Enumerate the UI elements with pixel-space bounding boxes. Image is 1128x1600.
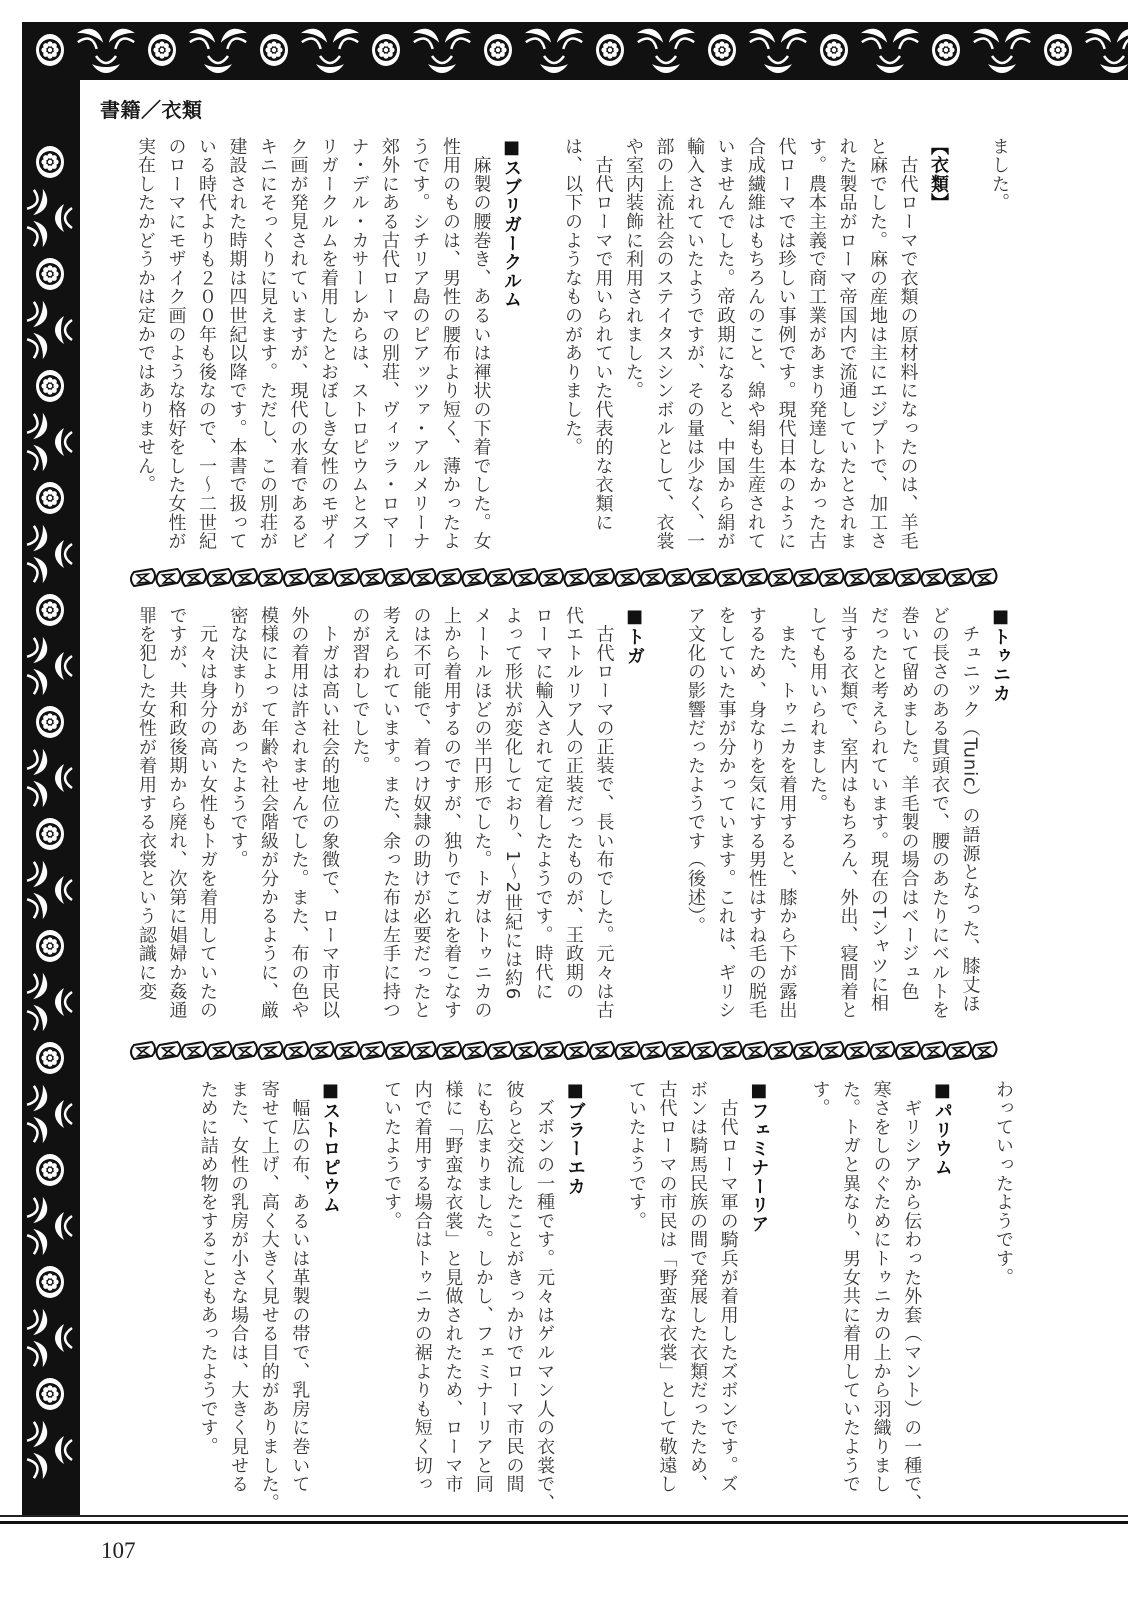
rosette-center	[272, 48, 276, 52]
rosette-center	[944, 48, 948, 52]
rosette-center	[608, 48, 612, 52]
text-column: リガークルムを着用したとおぼしき女性のモザイ	[318, 137, 339, 551]
text-column: た。トガと異なり、男女共に着用していたようで	[840, 1080, 862, 1494]
rosette-petal	[52, 939, 57, 944]
rosette-petal	[612, 43, 617, 48]
text-column: ボンは騎馬民族の間で発展した衣類だったため、	[687, 1080, 709, 1494]
rosette-petal	[52, 1387, 57, 1392]
text-column: ローマに輸入されて定着したようです。時代に	[532, 606, 554, 1001]
text-column: 古代ローマの市民は「野蛮な衣裳」として敬遠し	[656, 1080, 678, 1494]
rosette-center	[48, 608, 52, 612]
text-column: ク画が発見されていますが、現代の水着であるビ	[287, 137, 309, 551]
running-title: 書籍／衣類	[100, 98, 203, 122]
section-tunica-toga	[131, 606, 1016, 1020]
text-column: どの長さのある貫頭衣で、腰のあたりにベルトを	[929, 606, 950, 1020]
text-column: 古代ローマで用いられていた代表的な衣類に	[592, 137, 614, 532]
text-column: また、トゥニカを着用すると、膝から下が露出	[776, 606, 798, 1020]
text-column: また、女性の乳房が小さな場合は、大きく見せる	[228, 1080, 250, 1494]
rosette-center	[720, 48, 724, 52]
text-column: 巻いて留めました。羊毛製の場合はベージュ色	[898, 606, 920, 1001]
text-column: 古代ローマ軍の騎兵が着用したズボンです。ズ	[717, 1080, 739, 1494]
text-column: 建設された時期は四世紀以降です。本書で扱って	[226, 137, 248, 551]
rosette-petal	[52, 827, 57, 832]
text-column: 寄せて上げ、高く大きく見せる目的がありました。	[258, 1080, 280, 1513]
rosette-petal	[52, 1163, 57, 1168]
blank-column	[957, 1080, 988, 1512]
rosette-center	[48, 1280, 52, 1284]
border-inner-edge-left	[78, 78, 80, 1516]
text-column: 郊外にある古代ローマの別荘、ヴィッラ・ロマー	[379, 137, 400, 551]
text-column: のが習わしでした。	[349, 606, 371, 776]
text-column: いませんでした。帝政期になると、中国から絹が	[714, 137, 736, 551]
section-pallium-strophium	[192, 1080, 1018, 1512]
rosette-petal	[52, 491, 57, 496]
text-column: ていたようです。	[625, 1080, 647, 1231]
blank-column	[526, 137, 557, 551]
text-column: 内で着用する場合はトゥニカの裾よりも短く切っ	[411, 1080, 433, 1494]
text-column: は、以下のようなものがありました。	[562, 137, 583, 457]
text-column: だったと考えられています。現在のTシャツに相	[868, 606, 889, 1013]
text-column: ア文化の影響だったようです（後述）。	[685, 606, 706, 936]
section-heading: 【衣類】	[928, 137, 949, 213]
blank-column	[649, 606, 680, 1020]
rosette-center	[48, 1392, 52, 1396]
footer-rule-thick	[0, 1521, 1128, 1524]
text-column: 代エトルリア人の正装だったものが、王政期の	[563, 606, 584, 1001]
text-column: 幅広の布、あるいは革製の帯で、乳房に巻いて	[289, 1080, 311, 1494]
rosette-center	[48, 720, 52, 724]
text-column: 罪を犯した女性が着用する衣裳という認識に変	[136, 606, 157, 1001]
text-column: 性用のものは、男性の腰布より短く、薄かったよ	[440, 137, 461, 551]
section-heading: ■ストロピウム	[319, 1080, 341, 1215]
text-column: 模様によって年齢や社会階級が分かるように、厳	[258, 606, 279, 1020]
text-column: 寒さをしのぐためにトゥニカの上から羽織りまし	[870, 1080, 892, 1494]
text-column: うです。シチリア島のピアッツァ・アルメリーナ	[409, 137, 431, 551]
section-clothing-intro	[130, 137, 1015, 551]
rosette-petal	[52, 1051, 57, 1056]
text-column: 合成繊維はもちろんのこと、綿や絹も生産されて	[745, 137, 766, 551]
text-column: メートルほどの半円形でした。トガはトゥニカの	[471, 606, 493, 1020]
text-column: す。農本主義で商工業があまり発達しなかった古	[806, 137, 827, 551]
blank-column	[773, 1080, 804, 1512]
text-column: 部の上流社会のステイタスシンボルとして、衣裳	[653, 137, 675, 551]
text-column: 代ローマでは珍しい事例です。現代日本のように	[775, 137, 797, 551]
text-column: のローマにモザイク画のような格好をした女性が	[165, 137, 187, 551]
rosette-center	[496, 48, 500, 52]
text-column: いる時代よりも２００年も後なので、一～二世紀	[196, 137, 217, 551]
text-column: 密な決まりがあったようです。	[227, 606, 249, 870]
text-column: ために詰め物をすることもあったようです。	[197, 1080, 219, 1456]
blank-column	[590, 1080, 621, 1512]
text-column: 古代ローマで衣類の原材料になったのは、羊毛	[897, 137, 919, 551]
section-heading: ■フェミナーリア	[748, 1080, 770, 1234]
text-column: しても用いられました。	[807, 606, 828, 813]
blank-column	[345, 1080, 376, 1512]
blank-column	[953, 137, 984, 551]
text-column: 上から着用するのですが、独りでこれを着こなす	[441, 606, 462, 1020]
text-column: よって形状が変化しており、1～2世紀には約6	[502, 606, 523, 1000]
rosette-petal	[164, 43, 169, 48]
text-column: ました。	[989, 137, 1010, 213]
footer-rule-thin	[0, 1515, 1128, 1517]
rosette-petal	[1060, 43, 1065, 48]
rosette-center	[1056, 48, 1060, 52]
rosette-center	[384, 48, 388, 52]
section-heading: ■スブリガークルム	[501, 137, 522, 310]
rosette-petal	[836, 43, 841, 48]
text-column: トガは高い社会的地位の象徴で、ローマ市民以	[319, 606, 340, 1020]
text-column: するため、身なりを気にする男性はすね毛の脱毛	[746, 606, 767, 1020]
text-column: 古代ローマの正装で、長い布でした。元々は古	[593, 606, 615, 1020]
text-column: ていたようです。	[381, 1080, 403, 1231]
rosette-petal	[388, 43, 393, 48]
text-column: ギリシアから伝わった外套（マント）の一種で、	[901, 1080, 923, 1513]
text-column: のは不可能で、着つけ奴隷の助けが必要だったと	[410, 606, 432, 1020]
text-column: れた製品がローマ帝国内で流通していたとされま	[836, 137, 858, 551]
text-column: 麻製の腰巻き、あるいは褌状の下着でした。女	[470, 137, 492, 551]
section-heading: ■パリウム	[931, 1080, 953, 1177]
section-heading: ■トガ	[624, 606, 645, 666]
rosette-center	[48, 496, 52, 500]
rosette-petal	[52, 43, 57, 48]
rosette-center	[48, 944, 52, 948]
rosette-petal	[276, 43, 281, 48]
text-column: キニにそっくりに見えます。ただし、この別荘が	[257, 137, 278, 551]
text-column: 当する衣類で、室内はもちろん、外出、寝間着と	[837, 606, 859, 1020]
rosette-center	[48, 272, 52, 276]
text-column: 考えられています。また、余った布は左手に持つ	[380, 606, 401, 1020]
text-column: す。	[809, 1080, 831, 1118]
rosette-petal	[724, 43, 729, 48]
text-column: 輸入されていたようですが、その量は少なく、一	[684, 137, 705, 551]
text-column: 彼らと交流したことがきっかけでローマ市民の間	[503, 1080, 525, 1494]
text-column: ズボンの一種です。元々はゲルマン人の衣裳で、	[534, 1080, 556, 1513]
text-column: や室内装飾に利用されました。	[623, 137, 644, 401]
page-number: 107	[101, 1538, 136, 1563]
rosette-petal	[52, 715, 57, 720]
text-column: と麻でした。麻の産地は主にエジプトで、加工さ	[867, 137, 888, 551]
text-column: をしていた事が分かっています。これは、ギリシ	[715, 606, 737, 1020]
rosette-center	[48, 832, 52, 836]
text-column: 外の着用は許されませんでした。また、布の色や	[288, 606, 310, 1020]
rosette-petal	[500, 43, 505, 48]
section-heading: ■ブラーエカ	[564, 1080, 586, 1196]
text-column: にも広まりました。しかし、フェミナーリアと同	[472, 1080, 494, 1494]
section-heading: ■トゥニカ	[990, 606, 1011, 703]
text-column: チュニック（Tunic）の語源となった、膝丈ほ	[959, 606, 981, 1014]
rosette-petal	[52, 267, 57, 272]
text-column: わっていったようです。	[993, 1080, 1014, 1287]
rosette-center	[48, 48, 52, 52]
rosette-petal	[52, 155, 57, 160]
text-column: 様に「野蛮な衣裳」と見做されたため、ローマ市	[442, 1080, 464, 1494]
rosette-petal	[52, 603, 57, 608]
text-column: ナ・デル・カサーレからは、ストロピウムとスブ	[348, 137, 370, 551]
text-column: 元々は身分の高い女性もトガを着用していたの	[197, 606, 218, 1020]
rosette-center	[48, 160, 52, 164]
rosette-petal	[52, 1275, 57, 1280]
rosette-petal	[52, 379, 57, 384]
rosette-petal	[948, 43, 953, 48]
rosette-center	[160, 48, 164, 52]
border-inner-edge-top	[78, 78, 1128, 80]
text-column: 実在したかどうかは定かではありません。	[135, 137, 156, 495]
rosette-center	[48, 1056, 52, 1060]
rosette-center	[48, 384, 52, 388]
rosette-center	[832, 48, 836, 52]
text-column: ですが、共和政後期から廃れ、次第に娼婦か姦通	[166, 606, 188, 1020]
rosette-center	[48, 1168, 52, 1172]
